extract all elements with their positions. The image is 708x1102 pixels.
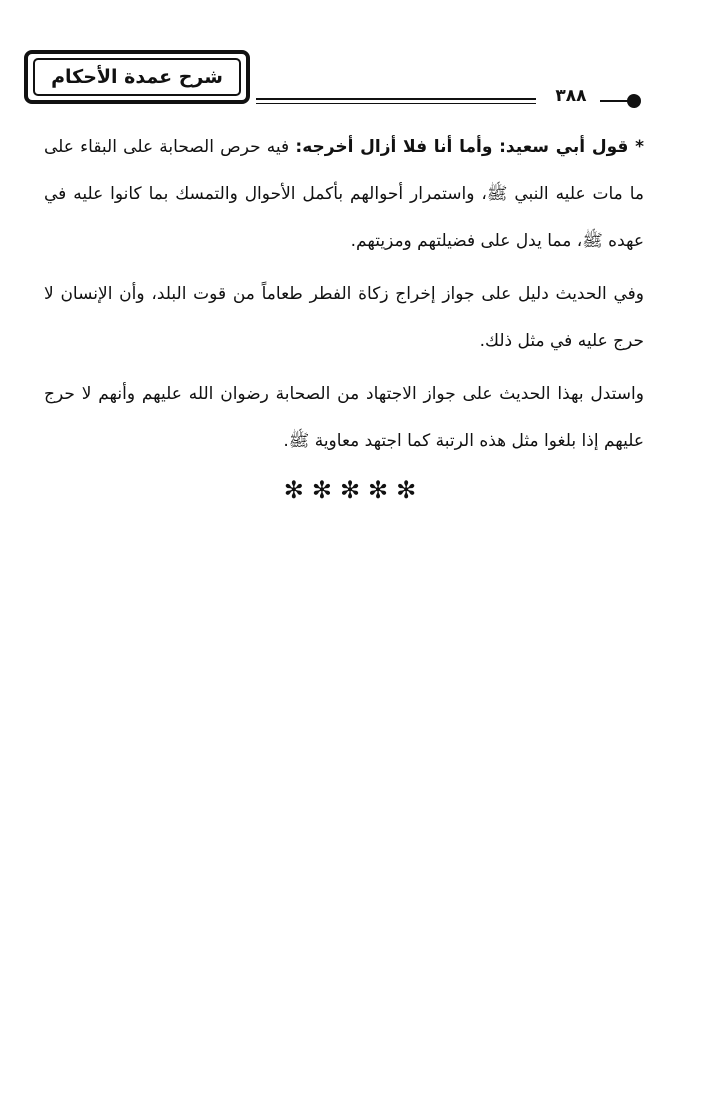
page-number: ٣٨٨ xyxy=(555,86,587,106)
header-rule-thin xyxy=(256,103,536,104)
book-title: شرح عمدة الأحكام xyxy=(33,58,241,96)
paragraph-1-text: فيه حرص الصحابة على البقاء على ما مات عليه النبي ﷺ، واستمرار أحوالهم بأكمل الأحوال والتمسك بما كانوا عليه في عهده ﷺ، مما يدل على فضيلتهم ومزيتهم. xyxy=(44,137,644,251)
paragraph-2: وفي الحديث دليل على جواز إخراج زكاة الفطر طعاماً من قوت البلد، وأن الإنسان لا حرج عليه في مثل ذلك. xyxy=(44,284,644,351)
page-number-line xyxy=(600,100,630,102)
page-number-dot-icon xyxy=(627,94,641,108)
section-separator: ✻✻✻✻✻ xyxy=(283,476,425,504)
paragraph-1-lead: * قول أبي سعيد: وأما أنا فلا أزال أخرجه: xyxy=(295,137,645,157)
paragraph-1 xyxy=(44,124,644,265)
page-content xyxy=(44,124,644,471)
paragraph-3: واستدل بهذا الحديث على جواز الاجتهاد من الصحابة رضوان الله عليهم وأنهم لا حرج عليهم إذا بلغوا مثل هذه الرتبة كما اجتهد معاوية ﷺ. xyxy=(44,384,644,451)
header-rule xyxy=(256,98,536,100)
